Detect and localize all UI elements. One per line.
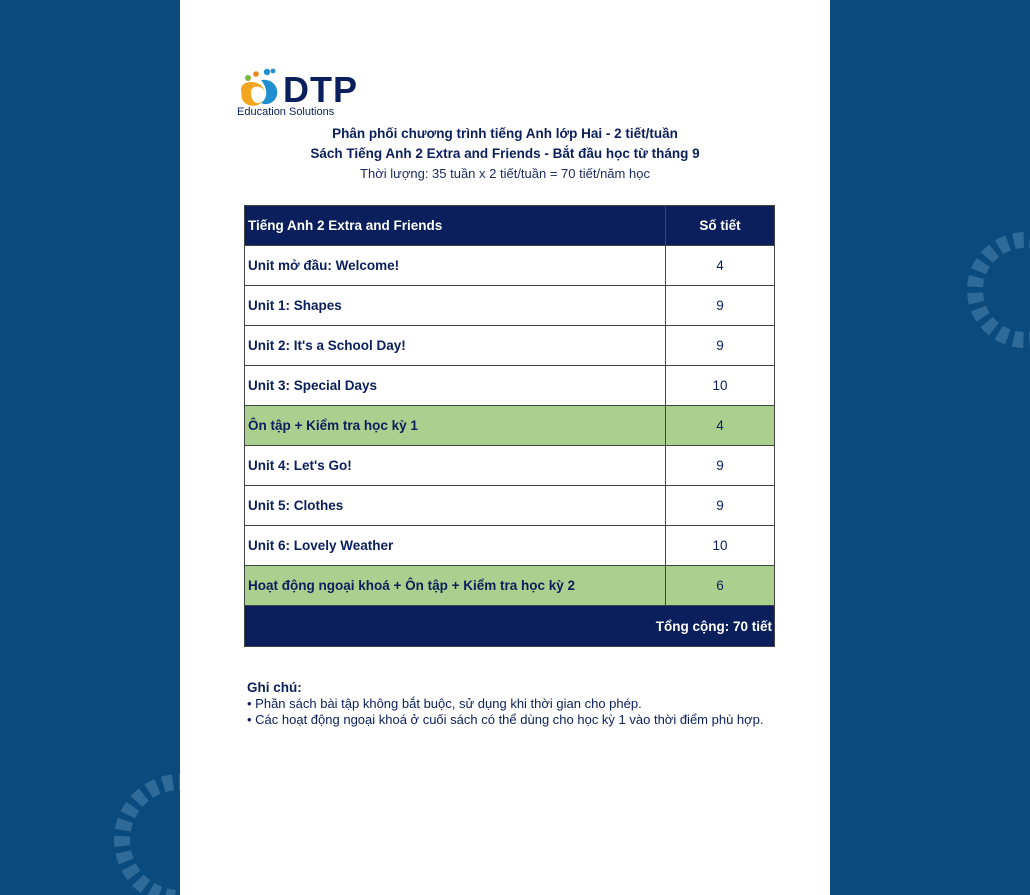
table-total-row [245, 606, 775, 647]
notes-heading: Ghi chú: [247, 680, 302, 695]
table-header-row [245, 206, 775, 246]
unit-name: Unit mở đầu: Welcome! [245, 246, 666, 286]
unit-periods: 10 [666, 526, 775, 566]
unit-name: Unit 1: Shapes [245, 286, 666, 326]
note-item: • Các hoạt động ngoại khoá ở cuối sách có thể dùng cho học kỳ 1 vào thời điểm phù hợp. [247, 712, 764, 727]
unit-name: Hoạt động ngoại khoá + Ôn tập + Kiểm tra học kỳ 2 [245, 566, 666, 606]
unit-periods: 4 [666, 246, 775, 286]
table-row [245, 486, 775, 526]
unit-periods: 9 [666, 446, 775, 486]
curriculum-table [244, 205, 775, 647]
unit-name: Unit 3: Special Days [245, 366, 666, 406]
unit-name: Unit 2: It's a School Day! [245, 326, 666, 366]
column-header-periods: Số tiết [666, 206, 775, 246]
document-header [180, 124, 830, 184]
table-row [245, 246, 775, 286]
logo-wordmark: DTP [283, 69, 358, 110]
logo-tagline: Education Solutions [237, 106, 335, 118]
table-row [245, 526, 775, 566]
unit-periods: 9 [666, 486, 775, 526]
unit-name: Unit 6: Lovely Weather [245, 526, 666, 566]
unit-periods: 10 [666, 366, 775, 406]
column-header-unit: Tiếng Anh 2 Extra and Friends [245, 206, 666, 246]
note-item: • Phần sách bài tập không bắt buộc, sử dụng khi thời gian cho phép. [247, 696, 642, 711]
table-row [245, 446, 775, 486]
unit-periods: 6 [666, 566, 775, 606]
decorative-circle-icon [100, 760, 190, 895]
page-subtitle: Sách Tiếng Anh 2 Extra and Friends - Bắt đầu học từ tháng 9 [310, 146, 700, 161]
table-row-review [245, 566, 775, 606]
table-row [245, 286, 775, 326]
unit-name: Unit 4: Let's Go! [245, 446, 666, 486]
unit-periods: 4 [666, 406, 775, 446]
unit-periods: 9 [666, 286, 775, 326]
table-row-review [245, 406, 775, 446]
decorative-circle-icon [960, 225, 1030, 355]
duration-text: Thời lượng: 35 tuần x 2 tiết/tuần = 70 tiết/năm học [360, 166, 650, 181]
unit-name: Ôn tập + Kiểm tra học kỳ 1 [245, 406, 666, 446]
table-row [245, 326, 775, 366]
dtp-logo-icon [237, 68, 281, 108]
unit-name: Unit 5: Clothes [245, 486, 666, 526]
notes-section [247, 680, 767, 728]
page-title: Phân phối chương trình tiếng Anh lớp Hai - 2 tiết/tuần [332, 126, 678, 141]
brand-logo [237, 68, 367, 120]
document-page [180, 0, 830, 895]
total-periods: Tổng cộng: 70 tiết [245, 606, 775, 647]
unit-periods: 9 [666, 326, 775, 366]
table-row [245, 366, 775, 406]
